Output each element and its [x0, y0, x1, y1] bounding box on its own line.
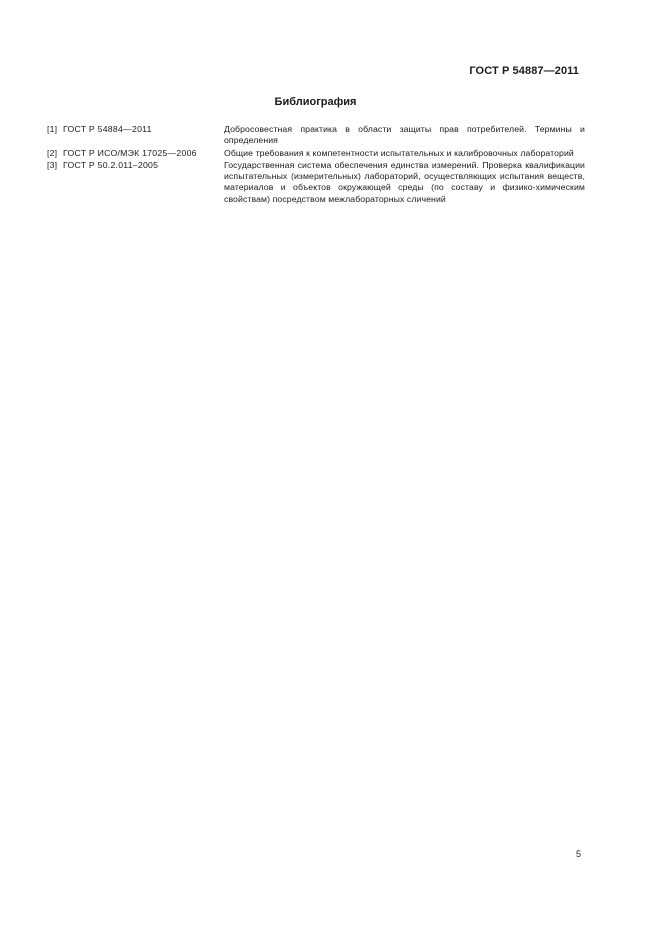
bibliography-entry: [47, 124, 585, 147]
bibliography-list: [47, 124, 585, 206]
entry-number: [2]: [47, 147, 58, 158]
entry-reference: ГОСТ Р 50.2.011–2005: [63, 159, 159, 170]
bibliography-title: Библиография: [274, 96, 357, 108]
entry-number: [3]: [47, 159, 58, 170]
entry-reference: ГОСТ Р 54884—2011: [63, 124, 152, 134]
entry-reference: ГОСТ Р ИСО/МЭК 17025—2006: [63, 147, 197, 158]
entry-description: Государственная система обеспечения единства измерений. Проверка квалификации испытательных (измерительных) лабораторий, осуществляющих испытания веществ, материалов и объектов окружающей среды (по составу и физико-химическим свойствам) посредством межлабораторных сличений: [224, 159, 585, 204]
page-number: 5: [576, 849, 582, 859]
entry-number: [1]: [47, 124, 58, 134]
bibliography-entry: [47, 148, 585, 159]
document-code: ГОСТ Р 54887—2011: [469, 65, 579, 77]
bibliography-entry: [47, 160, 585, 205]
entry-description: Добросовестная практика в области защиты прав потребителей. Термины и определения: [224, 124, 585, 146]
entry-description: Общие требования к компетентности испытательных и калибровочных лабораторий: [224, 147, 574, 158]
